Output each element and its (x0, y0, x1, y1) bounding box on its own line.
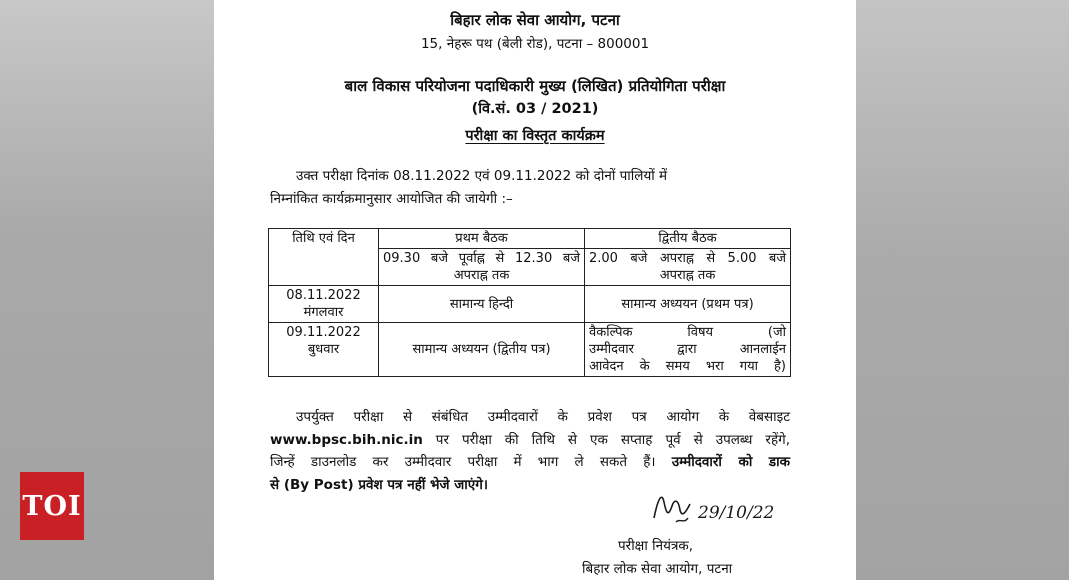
first-time-line-2: अपराह्न तक (453, 268, 510, 283)
row-1-second-paper: सामान्य अध्ययन (प्रथम पत्र) (585, 286, 791, 323)
table-row (269, 286, 791, 323)
notice-line-4: से (By Post) प्रवेश पत्र नहीं भेजे जाएंगे। (270, 476, 488, 493)
optional-subject-line-3: आवेदन के समय भरा गया है) (589, 359, 786, 374)
notice-line-3 (270, 451, 790, 474)
controller-designation: परीक्षा नियंत्रक, (618, 538, 694, 554)
notice-line-2 (270, 429, 790, 452)
second-sitting-time (585, 249, 791, 286)
website-link[interactable]: www.bpsc.bih.nic.in (270, 431, 423, 448)
notice-line-3-text: जिन्हें डाउनलोड कर उम्मीदवार परीक्षा में भाग ले सकते हैं। (270, 454, 656, 470)
intro-line-1: उक्त परीक्षा दिनांक 08.11.2022 एवं 09.11.2022 को दोनों पालियों में (296, 168, 668, 184)
toi-logo (20, 472, 84, 540)
header-second-sitting: द्वितीय बैठक (585, 229, 791, 249)
row-1-date-cell (269, 286, 379, 323)
optional-subject-line-1: वैकल्पिक विषय (जो (589, 325, 786, 340)
exam-title: बाल विकास परियोजना पदाधिकारी मुख्य (लिखित) प्रतियोगिता परीक्षा (344, 77, 726, 95)
handwritten-signature (646, 488, 796, 528)
schedule-heading-text: परीक्षा का विस्तृत कार्यक्रम (465, 128, 605, 144)
second-time-line-2: अपराह्न तक (659, 268, 716, 283)
row-1-date: 08.11.2022 (286, 288, 361, 303)
notice-line-2-text: पर परीक्षा की तिथि से एक सप्ताह पूर्व से उपलब्ध रहेंगे, (435, 431, 791, 448)
backdrop-right (856, 0, 1069, 580)
schedule-table (268, 228, 791, 377)
row-1-day: मंगलवार (303, 305, 344, 320)
header-date-day: तिथि एवं दिन (269, 229, 379, 286)
row-2-first-paper: सामान्य अध्ययन (द्वितीय पत्र) (379, 323, 585, 377)
row-2-date-cell (269, 323, 379, 377)
row-1-first-paper: सामान्य हिन्दी (379, 286, 585, 323)
intro-line-2: निम्नांकित कार्यक्रमानुसार आयोजित की जायेगी :– (270, 191, 513, 207)
optional-subject-line-2: उम्मीदवार द्वारा आनलाईन (589, 342, 786, 357)
row-2-date: 09.11.2022 (286, 325, 361, 340)
table-row (269, 323, 791, 377)
notice-line-1: उपर्युक्त परीक्षा से संबंधित उम्मीदवारों के प्रवेश पत्र आयोग के वेबसाइट (296, 409, 790, 425)
notice-line-3-bold: उम्मीदवारों को डाक (671, 454, 791, 470)
org-address: 15, नेहरू पथ (बेली रोड), पटना – 800001 (420, 36, 650, 52)
header-first-sitting: प्रथम बैठक (379, 229, 585, 249)
row-2-day: बुधवार (307, 342, 340, 357)
notice-document (214, 0, 856, 580)
controller-organisation: बिहार लोक सेवा आयोग, पटना (582, 561, 733, 577)
second-time-line-1: 2.00 बजे अपराह्न से 5.00 बजे (589, 251, 786, 266)
schedule-heading (214, 125, 856, 145)
table-header-row (269, 229, 791, 249)
row-2-second-paper (585, 323, 791, 377)
first-time-line-1: 09.30 बजे पूर्वाह्न से 12.30 बजे (383, 251, 580, 266)
advertisement-number: (वि.सं. 03 / 2021) (471, 101, 599, 117)
first-sitting-time (379, 249, 585, 286)
org-name: बिहार लोक सेवा आयोग, पटना (450, 11, 620, 29)
admit-card-notice (270, 406, 790, 496)
signature-date: 29/10/22 (698, 503, 775, 523)
toi-logo-text: TOI (22, 490, 82, 522)
